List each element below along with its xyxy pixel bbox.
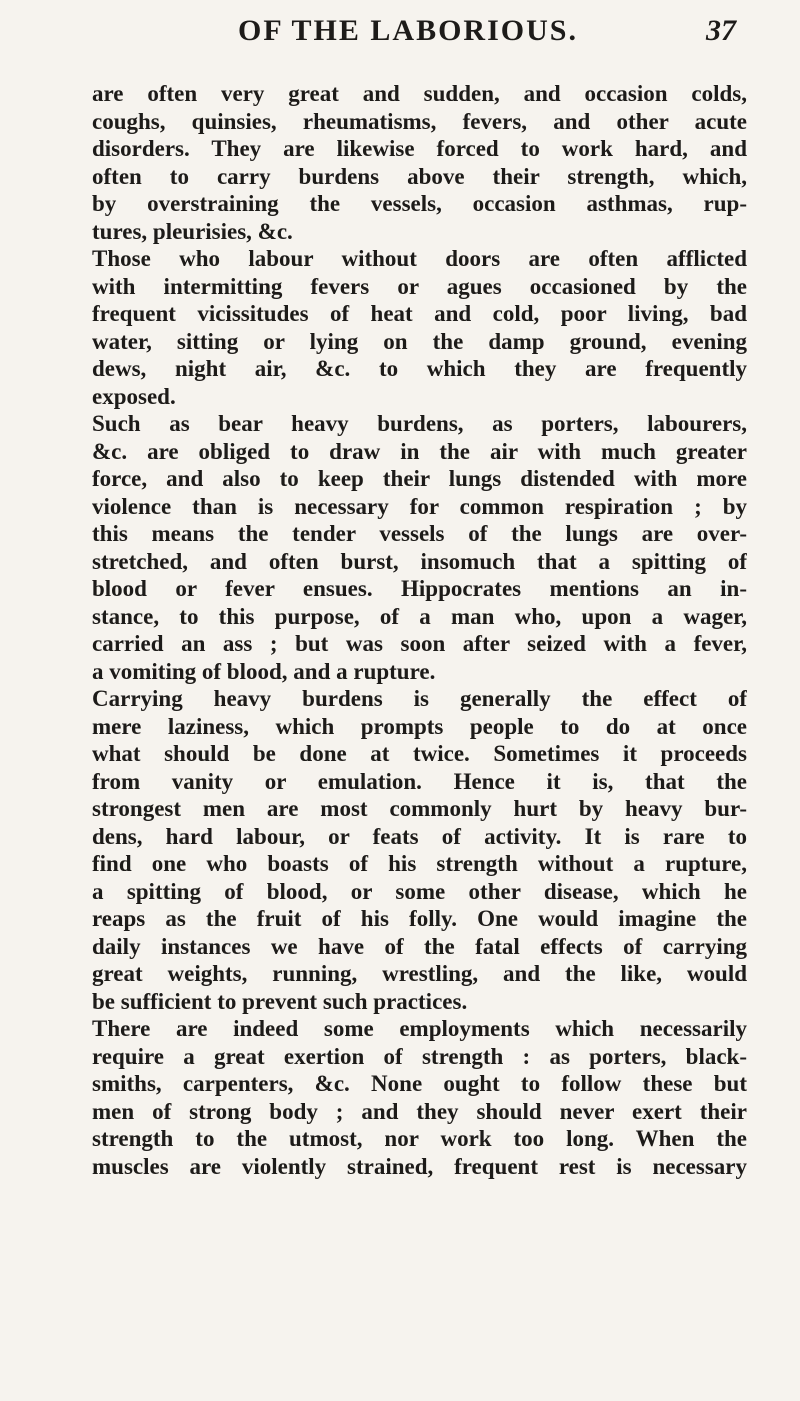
text-line: violence than is necessary for common respiration ; by bbox=[92, 493, 747, 519]
text-line: smiths, carpenters, &c. None ought to follow these but bbox=[92, 1071, 747, 1096]
text-line: with intermitting fevers or agues occasioned by the bbox=[92, 273, 747, 299]
text-line: dens, hard labour, or feats of activity. It is rare to bbox=[92, 823, 747, 849]
text-line: stance, to this purpose, of a man who, upon a wager, bbox=[92, 603, 747, 629]
text-line: tures, pleurisies, &c. bbox=[92, 218, 293, 244]
body-text bbox=[92, 80, 747, 1180]
text-line: exposed. bbox=[92, 383, 176, 409]
text-line: be sufficient to prevent such practices. bbox=[92, 988, 468, 1014]
text-line: are often very great and sudden, and occasion colds, bbox=[92, 81, 747, 106]
text-line: force, and also to keep their lungs distended with more bbox=[92, 466, 747, 491]
text-line: a spitting of blood, or some other disease, which he bbox=[92, 878, 747, 904]
page-number: 37 bbox=[706, 14, 736, 47]
text-line: coughs, quinsies, rheumatisms, fevers, and other acute bbox=[92, 108, 747, 134]
text-line: this means the tender vessels of the lungs are over- bbox=[92, 521, 747, 546]
text-line: by overstraining the vessels, occasion asthmas, rup- bbox=[92, 191, 747, 216]
text-line: &c. are obliged to draw in the air with much greater bbox=[92, 438, 747, 464]
text-line: require a great exertion of strength : as porters, black- bbox=[92, 1043, 747, 1069]
text-line: carried an ass ; but was soon after seized with a fever, bbox=[92, 631, 747, 656]
text-line: blood or fever ensues. Hippocrates mentions an in- bbox=[92, 576, 747, 601]
text-line: men of strong body ; and they should never exert their bbox=[92, 1098, 747, 1124]
text-line: strongest men are most commonly hurt by heavy bur- bbox=[92, 796, 747, 821]
text-line: great weights, running, wrestling, and the like, would bbox=[92, 961, 747, 986]
text-line: There are indeed some employments which necessarily bbox=[92, 1016, 747, 1041]
text-line: Carrying heavy burdens is generally the effect of bbox=[92, 686, 747, 711]
text-line: muscles are violently strained, frequent rest is necessary bbox=[92, 1153, 747, 1179]
text-line: dews, night air, &c. to which they are frequently bbox=[92, 356, 747, 381]
text-line: mere laziness, which prompts people to do at once bbox=[92, 713, 747, 739]
running-head-title: OF THE LABORIOUS. bbox=[238, 14, 578, 47]
text-line: reaps as the fruit of his folly. One would imagine the bbox=[92, 906, 747, 931]
text-line: frequent vicissitudes of heat and cold, poor living, bad bbox=[92, 301, 747, 326]
text-line: stretched, and often burst, insomuch that a spitting of bbox=[92, 548, 747, 574]
text-line: a vomiting of blood, and a rupture. bbox=[92, 658, 436, 684]
text-line: from vanity or emulation. Hence it is, that the bbox=[92, 768, 747, 794]
text-line: daily instances we have of the fatal effects of carrying bbox=[92, 933, 747, 959]
text-line: what should be done at twice. Sometimes it proceeds bbox=[92, 741, 747, 766]
text-line: Such as bear heavy burdens, as porters, labourers, bbox=[92, 411, 747, 436]
text-line: Those who labour without doors are often afflicted bbox=[92, 246, 747, 271]
text-line: find one who boasts of his strength without a rupture, bbox=[92, 851, 747, 876]
running-head bbox=[80, 14, 736, 62]
text-line: strength to the utmost, nor work too long. When the bbox=[92, 1126, 747, 1151]
text-line: often to carry burdens above their strength, which, bbox=[92, 163, 747, 189]
text-line: water, sitting or lying on the damp ground, evening bbox=[92, 328, 747, 354]
text-line: disorders. They are likewise forced to work hard, and bbox=[92, 136, 747, 161]
